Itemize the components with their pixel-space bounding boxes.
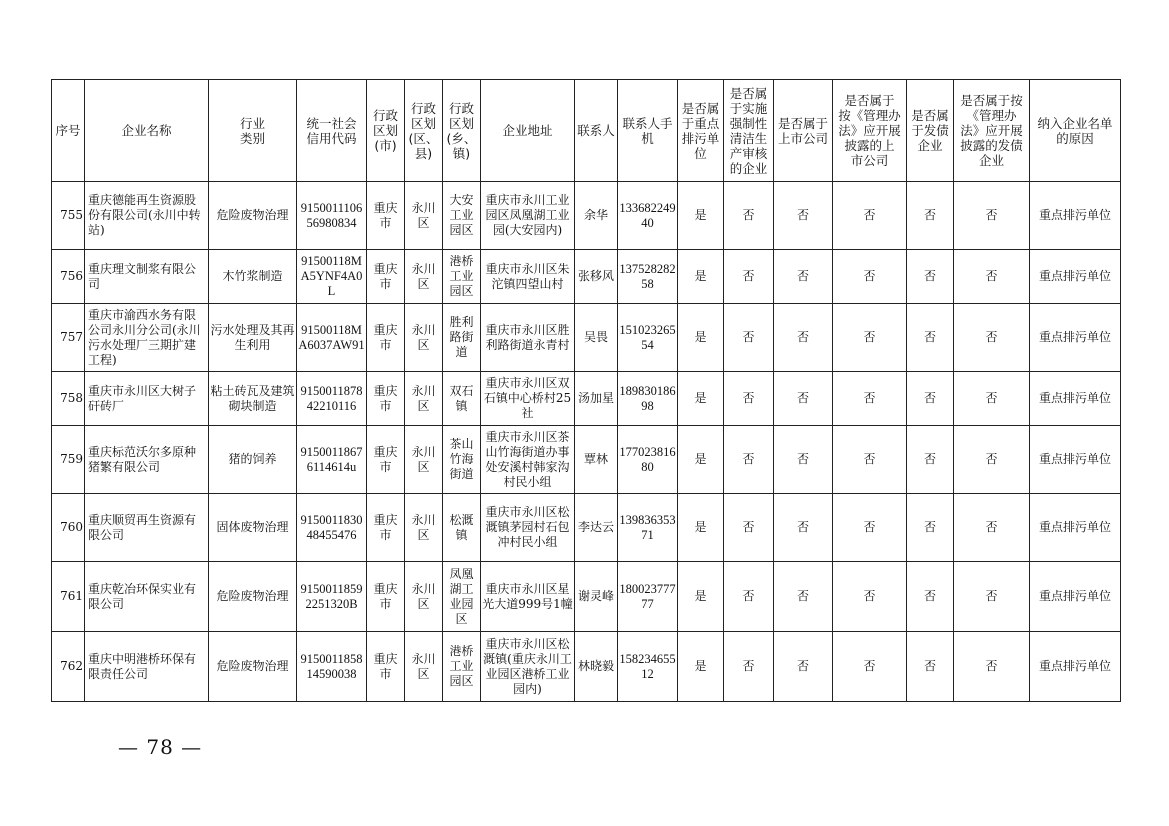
cell-disclosure-listed: 否 xyxy=(833,632,907,702)
cell-clean-production-audit: 否 xyxy=(724,632,774,702)
cell-industry-category: 固体废物治理 xyxy=(209,494,297,562)
cell-disclosure-listed: 否 xyxy=(833,250,907,304)
cell-contact-phone: 13752828258 xyxy=(618,250,678,304)
cell-company-name: 重庆德能再生资源股份有限公司(永川中转站) xyxy=(85,182,209,250)
cell-admin-town: 双石镇 xyxy=(443,372,481,426)
cell-disclosure-listed: 否 xyxy=(833,182,907,250)
cell-industry-category: 危险废物治理 xyxy=(209,562,297,632)
cell-listed-company: 否 xyxy=(774,250,833,304)
cell-admin-district: 永川区 xyxy=(405,182,443,250)
cell-inclusion-reason: 重点排污单位 xyxy=(1030,304,1121,372)
header-clean-production-audit: 是否属 于实施 强制性 清洁生 产审核 的企业 xyxy=(724,80,774,182)
cell-disclosure-bond-issuer: 否 xyxy=(954,372,1030,426)
cell-credit-code: 91500118MA5YNF4A0L xyxy=(297,250,367,304)
cell-bond-issuer: 否 xyxy=(907,182,954,250)
cell-contact-person: 覃林 xyxy=(575,426,618,494)
cell-admin-town: 港桥工业园区 xyxy=(443,250,481,304)
cell-clean-production-audit: 否 xyxy=(724,372,774,426)
cell-disclosure-listed: 否 xyxy=(833,562,907,632)
cell-company-name: 重庆市渝西水务有限公司永川分公司(永川污水处理厂三期扩建工程) xyxy=(85,304,209,372)
header-admin-town: 行政 区划 (乡、 镇) xyxy=(443,80,481,182)
cell-serial-number: 758 xyxy=(52,372,85,426)
cell-listed-company: 否 xyxy=(774,304,833,372)
cell-serial-number: 757 xyxy=(52,304,85,372)
header-disclosure-bond-issuer: 是否属于按 《管理办 法》应开展 披露的发债 企业 xyxy=(954,80,1030,182)
cell-bond-issuer: 否 xyxy=(907,304,954,372)
cell-admin-district: 永川区 xyxy=(405,426,443,494)
cell-contact-phone: 18983018698 xyxy=(618,372,678,426)
cell-clean-production-audit: 否 xyxy=(724,494,774,562)
header-admin-district: 行政 区划 (区、 县) xyxy=(405,80,443,182)
cell-company-address: 重庆市永川区双石镇中心桥村25社 xyxy=(481,372,575,426)
cell-bond-issuer: 否 xyxy=(907,250,954,304)
header-contact-person: 联系人 xyxy=(575,80,618,182)
cell-bond-issuer: 否 xyxy=(907,632,954,702)
cell-key-polluter: 是 xyxy=(678,562,724,632)
cell-admin-district: 永川区 xyxy=(405,562,443,632)
cell-disclosure-bond-issuer: 否 xyxy=(954,426,1030,494)
header-industry-category: 行业 类别 xyxy=(209,80,297,182)
cell-admin-town: 胜利路街道 xyxy=(443,304,481,372)
cell-bond-issuer: 否 xyxy=(907,426,954,494)
header-company-name: 企业名称 xyxy=(85,80,209,182)
cell-admin-district: 永川区 xyxy=(405,494,443,562)
cell-bond-issuer: 否 xyxy=(907,562,954,632)
cell-admin-city: 重庆市 xyxy=(367,632,405,702)
cell-credit-code: 915001110656980834 xyxy=(297,182,367,250)
cell-serial-number: 760 xyxy=(52,494,85,562)
cell-admin-district: 永川区 xyxy=(405,304,443,372)
cell-inclusion-reason: 重点排污单位 xyxy=(1030,632,1121,702)
cell-credit-code: 915001185814590038 xyxy=(297,632,367,702)
cell-disclosure-listed: 否 xyxy=(833,494,907,562)
table-row xyxy=(52,494,1121,562)
cell-disclosure-listed: 否 xyxy=(833,372,907,426)
cell-credit-code: 915001183048455476 xyxy=(297,494,367,562)
cell-contact-phone: 13983635371 xyxy=(618,494,678,562)
header-disclosure-listed: 是否属于 按《管理办 法》应开展 披露的上 市公司 xyxy=(833,80,907,182)
cell-contact-phone: 13368224940 xyxy=(618,182,678,250)
cell-serial-number: 759 xyxy=(52,426,85,494)
table-row xyxy=(52,250,1121,304)
cell-serial-number: 761 xyxy=(52,562,85,632)
cell-credit-code: 91500118592251320B xyxy=(297,562,367,632)
cell-key-polluter: 是 xyxy=(678,250,724,304)
cell-company-address: 重庆市永川工业园区凤凰湖工业园(大安园内) xyxy=(481,182,575,250)
header-inclusion-reason: 纳入企业名单 的原因 xyxy=(1030,80,1121,182)
cell-key-polluter: 是 xyxy=(678,494,724,562)
cell-clean-production-audit: 否 xyxy=(724,304,774,372)
cell-company-address: 重庆市永川区星光大道999号1幢 xyxy=(481,562,575,632)
cell-contact-person: 余华 xyxy=(575,182,618,250)
table-header-row xyxy=(52,80,1121,182)
cell-admin-city: 重庆市 xyxy=(367,372,405,426)
cell-contact-phone: 18002377777 xyxy=(618,562,678,632)
cell-admin-district: 永川区 xyxy=(405,372,443,426)
cell-company-address: 重庆市永川区茶山竹海街道办事处安溪村韩家沟村民小组 xyxy=(481,426,575,494)
table-row xyxy=(52,426,1121,494)
cell-credit-code: 91500118676114614u xyxy=(297,426,367,494)
cell-admin-town: 凤凰湖工业园区 xyxy=(443,562,481,632)
cell-key-polluter: 是 xyxy=(678,304,724,372)
cell-listed-company: 否 xyxy=(774,632,833,702)
cell-admin-city: 重庆市 xyxy=(367,426,405,494)
cell-key-polluter: 是 xyxy=(678,372,724,426)
cell-company-address: 重庆市永川区朱沱镇四望山村 xyxy=(481,250,575,304)
cell-contact-phone: 15102326554 xyxy=(618,304,678,372)
cell-bond-issuer: 否 xyxy=(907,494,954,562)
cell-disclosure-listed: 否 xyxy=(833,304,907,372)
header-bond-issuer: 是否属 于发债 企业 xyxy=(907,80,954,182)
cell-company-name: 重庆中明港桥环保有限责任公司 xyxy=(85,632,209,702)
cell-contact-phone: 15823465512 xyxy=(618,632,678,702)
cell-admin-town: 松溉镇 xyxy=(443,494,481,562)
cell-listed-company: 否 xyxy=(774,182,833,250)
cell-contact-person: 李达云 xyxy=(575,494,618,562)
header-key-polluter: 是否属 于重点 排污单 位 xyxy=(678,80,724,182)
page-number: — 78 — xyxy=(118,735,203,759)
cell-contact-person: 汤加星 xyxy=(575,372,618,426)
cell-credit-code: 915001187842210116 xyxy=(297,372,367,426)
cell-listed-company: 否 xyxy=(774,426,833,494)
cell-disclosure-bond-issuer: 否 xyxy=(954,182,1030,250)
table-row xyxy=(52,372,1121,426)
cell-listed-company: 否 xyxy=(774,494,833,562)
table-row xyxy=(52,562,1121,632)
cell-disclosure-bond-issuer: 否 xyxy=(954,632,1030,702)
table-row xyxy=(52,182,1121,250)
cell-industry-category: 污水处理及其再生利用 xyxy=(209,304,297,372)
cell-company-address: 重庆市永川区胜利路街道永青村 xyxy=(481,304,575,372)
cell-company-name: 重庆顺贸再生资源有限公司 xyxy=(85,494,209,562)
cell-clean-production-audit: 否 xyxy=(724,426,774,494)
cell-inclusion-reason: 重点排污单位 xyxy=(1030,182,1121,250)
cell-clean-production-audit: 否 xyxy=(724,182,774,250)
cell-inclusion-reason: 重点排污单位 xyxy=(1030,562,1121,632)
cell-industry-category: 粘土砖瓦及建筑砌块制造 xyxy=(209,372,297,426)
cell-inclusion-reason: 重点排污单位 xyxy=(1030,372,1121,426)
cell-contact-person: 林晓毅 xyxy=(575,632,618,702)
cell-company-name: 重庆市永川区大树子矸砖厂 xyxy=(85,372,209,426)
cell-admin-town: 大安工业园区 xyxy=(443,182,481,250)
cell-inclusion-reason: 重点排污单位 xyxy=(1030,250,1121,304)
cell-industry-category: 木竹浆制造 xyxy=(209,250,297,304)
cell-admin-city: 重庆市 xyxy=(367,182,405,250)
enterprise-list-table xyxy=(51,79,1121,702)
cell-industry-category: 危险废物治理 xyxy=(209,632,297,702)
header-admin-city: 行政 区划 (市) xyxy=(367,80,405,182)
cell-key-polluter: 是 xyxy=(678,426,724,494)
header-listed-company: 是否属于 上市公司 xyxy=(774,80,833,182)
cell-industry-category: 危险废物治理 xyxy=(209,182,297,250)
cell-key-polluter: 是 xyxy=(678,632,724,702)
cell-inclusion-reason: 重点排污单位 xyxy=(1030,494,1121,562)
cell-listed-company: 否 xyxy=(774,372,833,426)
cell-admin-district: 永川区 xyxy=(405,250,443,304)
cell-company-name: 重庆理文制浆有限公司 xyxy=(85,250,209,304)
cell-admin-town: 茶山竹海街道 xyxy=(443,426,481,494)
cell-admin-city: 重庆市 xyxy=(367,562,405,632)
cell-listed-company: 否 xyxy=(774,562,833,632)
cell-contact-person: 张移风 xyxy=(575,250,618,304)
cell-company-name: 重庆标范沃尔多原种猪繁有限公司 xyxy=(85,426,209,494)
header-company-address: 企业地址 xyxy=(481,80,575,182)
cell-clean-production-audit: 否 xyxy=(724,562,774,632)
cell-disclosure-bond-issuer: 否 xyxy=(954,304,1030,372)
cell-key-polluter: 是 xyxy=(678,182,724,250)
cell-clean-production-audit: 否 xyxy=(724,250,774,304)
cell-admin-district: 永川区 xyxy=(405,632,443,702)
cell-disclosure-bond-issuer: 否 xyxy=(954,562,1030,632)
cell-contact-person: 吴畏 xyxy=(575,304,618,372)
cell-admin-city: 重庆市 xyxy=(367,250,405,304)
cell-company-address: 重庆市永川区松溉镇茅园村石包冲村民小组 xyxy=(481,494,575,562)
cell-serial-number: 756 xyxy=(52,250,85,304)
header-serial-number: 序号 xyxy=(52,80,85,182)
cell-serial-number: 755 xyxy=(52,182,85,250)
cell-credit-code: 91500118MA6037AW91 xyxy=(297,304,367,372)
cell-company-address: 重庆市永川区松溉镇(重庆永川工业园区港桥工业园内) xyxy=(481,632,575,702)
cell-serial-number: 762 xyxy=(52,632,85,702)
cell-industry-category: 猪的饲养 xyxy=(209,426,297,494)
cell-inclusion-reason: 重点排污单位 xyxy=(1030,426,1121,494)
cell-bond-issuer: 否 xyxy=(907,372,954,426)
cell-disclosure-listed: 否 xyxy=(833,426,907,494)
header-credit-code: 统一社会 信用代码 xyxy=(297,80,367,182)
cell-contact-phone: 17702381680 xyxy=(618,426,678,494)
table-row xyxy=(52,632,1121,702)
cell-disclosure-bond-issuer: 否 xyxy=(954,250,1030,304)
cell-admin-city: 重庆市 xyxy=(367,494,405,562)
cell-company-name: 重庆乾冶环保实业有限公司 xyxy=(85,562,209,632)
cell-admin-town: 港桥工业园区 xyxy=(443,632,481,702)
header-contact-phone: 联系人手 机 xyxy=(618,80,678,182)
cell-disclosure-bond-issuer: 否 xyxy=(954,494,1030,562)
cell-contact-person: 谢灵峰 xyxy=(575,562,618,632)
table-row xyxy=(52,304,1121,372)
cell-admin-city: 重庆市 xyxy=(367,304,405,372)
